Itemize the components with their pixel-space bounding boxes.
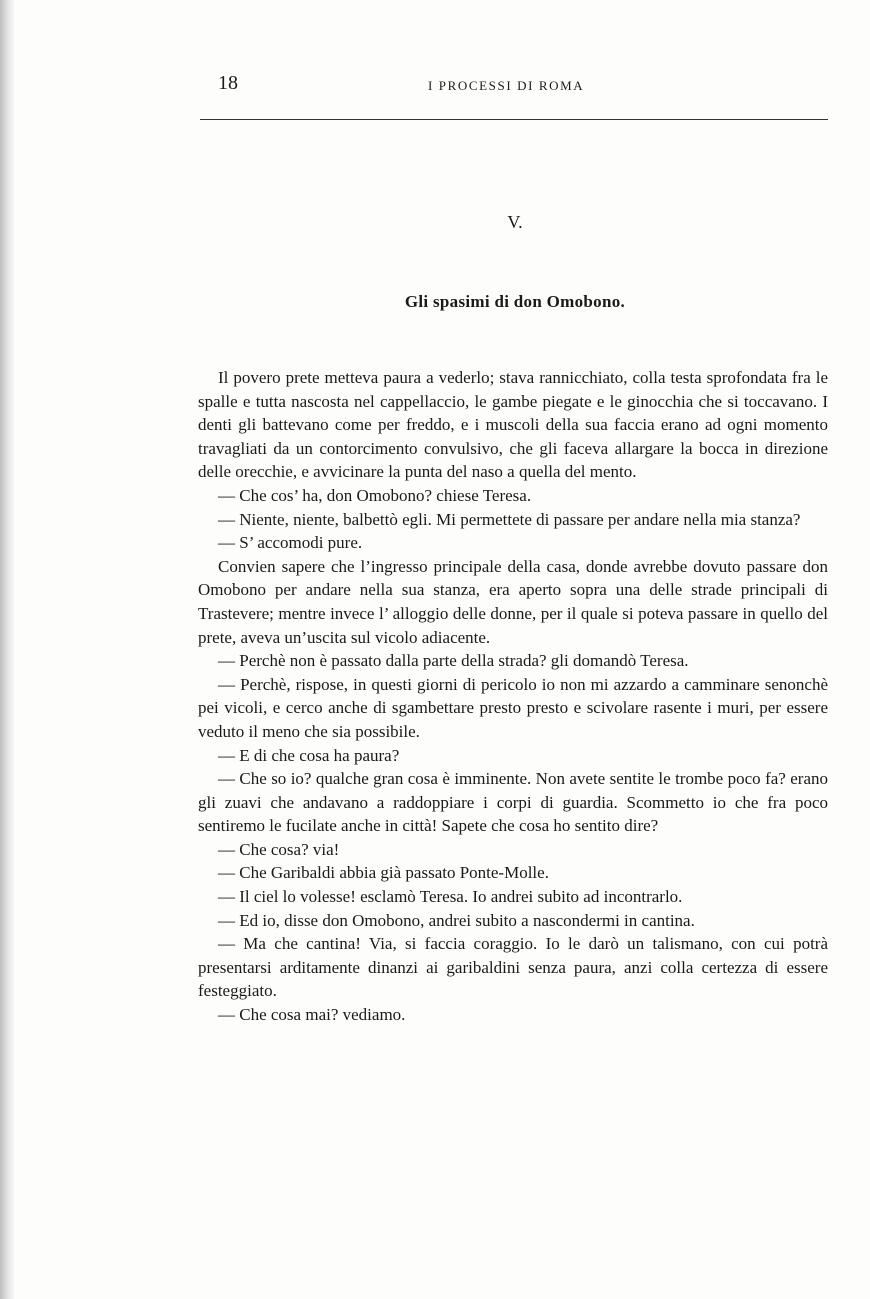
paragraph: — Che Garibaldi abbia già passato Ponte-Molle.: [218, 863, 549, 883]
paragraph: — Che cosa? via!: [218, 839, 340, 859]
paragraph: — Che cosa mai? vediamo.: [218, 1005, 406, 1025]
paragraph: — Che so io? qualche gran cosa è imminente. Non avete sentite le trombe poco fa? erano gli zuavi che andavano a raddoppiare i corpi di guardia. Scommetto io che fra poco sentiremo le fucilate anche in città! Sapete che cosa ho sentito dire?: [198, 769, 828, 836]
paragraph: — Che cos’ ha, don Omobono? chiese Teresa.: [218, 485, 532, 505]
paragraph: — Perchè, rispose, in questi giorni di pericolo io non mi azzardo a camminare senonchè pei vicoli, e cerco anche di sgambettare presto presto e scivolare rasente i muri, per essere veduto il meno che sia possibile.: [198, 674, 828, 741]
paragraph: — Ma che cantina! Via, si faccia coraggio. Io le darò un talismano, con cui potrà presentarsi arditamente dinanzi ai garibaldini senza paura, anzi colla certezza di essere festeggiato.: [198, 934, 828, 1001]
paragraph: — E di che cosa ha paura?: [218, 745, 400, 765]
paragraph: — Il ciel lo volesse! esclamò Teresa. Io andrei subito ad incontrarlo.: [218, 887, 683, 907]
paragraph: Convien sapere che l’ingresso principale della casa, donde avrebbe dovuto passare don Omobono per andare nella sua stanza, era aperto sopra una delle strade principali di Trastevere; mentre invece l’ alloggio delle donne, per il quale si poteva passare in quello del prete, aveva un’uscita sul vicolo adiacente.: [198, 556, 828, 647]
chapter-title: Gli spasimi di don Omobono.: [404, 292, 626, 311]
paragraph: — Niente, niente, balbettò egli. Mi permettete di passare per andare nella mia stanza?: [218, 509, 801, 529]
paragraph: — S’ accomodi pure.: [218, 533, 363, 553]
chapter-number: V.: [507, 212, 523, 232]
header-rule: [200, 119, 828, 120]
running-head: [200, 72, 828, 102]
paragraph: — Ed io, disse don Omobono, andrei subito a nascondermi in cantina.: [218, 910, 695, 930]
running-title: I PROCESSI DI ROMA: [428, 78, 585, 93]
paragraph: Il povero prete metteva paura a vederlo; stava rannicchiato, colla testa sprofondata fra le spalle e tutta nascosta nel cappellaccio, le gambe piegate e le ginocchia che si toccavano. I denti gli battevano come per freddo, e i muscoli della sua faccia erano ad ogni momento travagliati da un contorcimento convulsivo, che gli faceva allargare la bocca in direzione delle orecchie, e avvicinare la punta del naso a quella del mento.: [198, 368, 828, 482]
paragraph: — Perchè non è passato dalla parte della strada? gli domandò Teresa.: [218, 651, 689, 671]
body-text: [198, 366, 828, 1027]
page-number: 18: [218, 72, 238, 94]
